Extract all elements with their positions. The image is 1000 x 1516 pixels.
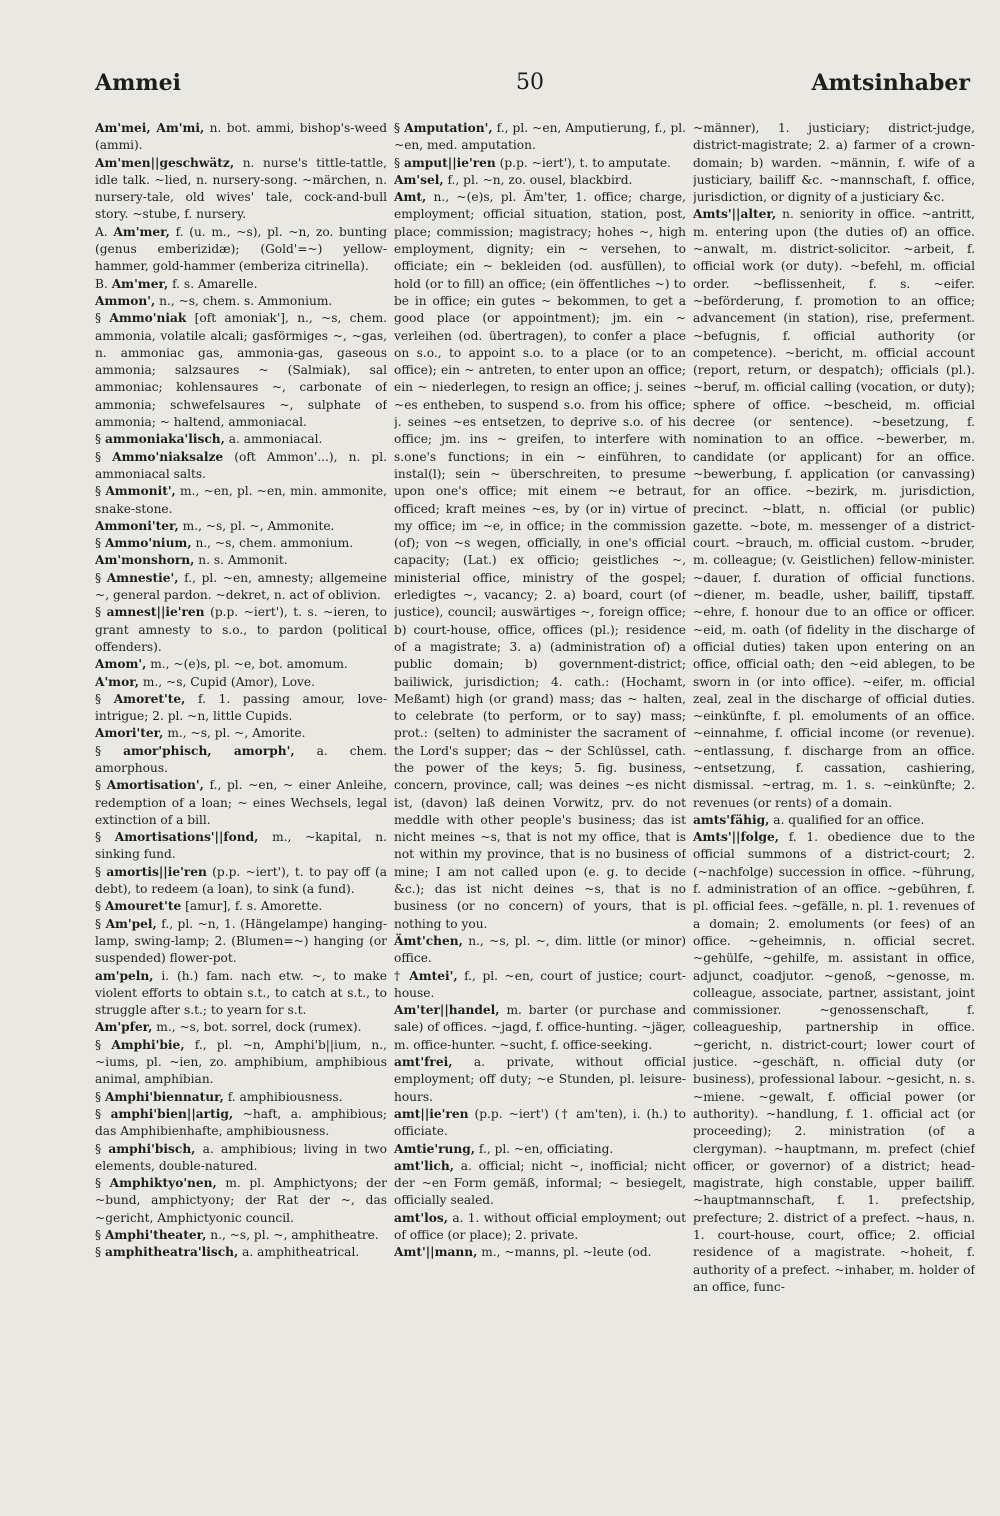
- entry-definition: a. ammoniacal.: [228, 432, 323, 447]
- entry-headword: Am'mer,: [111, 276, 169, 291]
- entry-definition: f., pl. ~n, Amphi'b||ium, n., ~iums, pl. ~ien, zo. amphibium, amphibious animal, amphibian.: [95, 1037, 387, 1087]
- dictionary-entry: [95, 293, 387, 310]
- entry-definition: m., ~s, pl. ~, Amorite.: [167, 726, 306, 741]
- dictionary-entry: [95, 518, 387, 535]
- entry-definition: ~männer), 1. justiciary; district-judge, district-magistrate; 2. a) farmer of a crown-domain; b) warden. ~männin, f. wife of a justiciary, bailiff &c. ~mannschaft, f. office, jurisdiction, or dignity of a justiciary &c.: [693, 121, 975, 205]
- entry-marker: §: [95, 311, 110, 326]
- entry-headword: A'mor,: [95, 674, 139, 689]
- entry-headword: amortis||ie'ren: [106, 864, 207, 879]
- dictionary-entry: [95, 1089, 387, 1106]
- dictionary-entry: [693, 206, 975, 811]
- dictionary-entry: [95, 535, 387, 552]
- dictionary-entry: [394, 120, 686, 155]
- entry-definition: m., ~kapital, n. sinking fund.: [95, 830, 387, 862]
- dictionary-entry: [95, 864, 387, 899]
- dictionary-entry: [95, 1106, 387, 1141]
- entry-definition: a. amphitheatrical.: [242, 1245, 360, 1260]
- entry-definition: n., ~(e)s, pl. Äm'ter, 1. office; charge, employment; official situation, station, post, place; commission; magistracy; hohes ~, high employment, dignity; ein ~ versehen, to officiate; ein ~ bekleiden (od. ausfüllen), to hold (or to fill) an office; (ein öffentliches ~) to be in office; ein gutes ~ bekommen, to get a good place (or appointment); jm. ein ~ verleihen (od. übertragen), to confer a place on s.o., to appoint s.o. to a place (or to an office); ein ~ antreten, to enter upon an office; ein ~ niederlegen, to resign an office; j. seines ~es entheben, to suspend s.o. from his office; j. seines ~es entsetzen, to deprive s.o. of his office; jm. ins ~ greifen, to interfere with s.one's functions; in ein ~ einführen, to instal(l); sein ~ überschreiten, to presume upon one's office; mit einem ~e betraut, officed; kraft meines ~es, by (or in) virtue of my office; im ~e, in office; in the commission (of); von ~s wegen, officially, in one's official capacity; (Lat.) ex officio; geistliches ~, ministerial office, ministry of the gospel; erledigtes ~, vacancy; 2. a) board, court (of justice), council; auswärtiges ~, foreign office; b) court-house, office, offices (pl.); residence of a magistrate; 3. a) (administration of) a public domain; b) government-district; bailiwick, jurisdiction; 4. cath.: (Hochamt, Meßamt) high (or grand) mass; das ~ halten, to celebrate (to perform, or to say) mass; prot.: (selten) to administer the sacrament of the Lord's supper; das ~ der Schlüssel, cath. the power of the keys; 5. fig. business, concern, province, call; was deines ~es nicht ist, (davon) laß deinen Vorwitz, prv. do not meddle with other people's business; das ist nicht meines ~s, that is not my office, that is not within my province, that is no business of mine; I am not called upon (e. g. to decide &c.); das ist nicht deines ~s, that is no business (or no concern) of yours, that is nothing to you.: [394, 190, 686, 931]
- entry-definition: f. amphibiousness.: [227, 1089, 343, 1104]
- dictionary-entry: [95, 968, 387, 1020]
- entry-marker: §: [95, 536, 105, 551]
- dictionary-entry: [95, 725, 387, 742]
- entry-headword: amt||ie'ren: [394, 1106, 469, 1121]
- entry-headword: Amts'||alter,: [693, 207, 777, 222]
- dictionary-entry: [394, 933, 686, 968]
- entry-definition: a. official; nicht ~, inofficial; nicht der ~en Form gemäß, informal; ~ besiegelt, officially sealed.: [394, 1158, 686, 1208]
- entry-headword: am'peln,: [95, 968, 154, 983]
- entry-definition: (p.p. ~iert'), t. s. ~ieren, to grant amnesty to s.o., to pardon (political offenders).: [95, 605, 387, 654]
- entry-headword: Amtie'rung,: [394, 1141, 476, 1156]
- dictionary-entry: [394, 172, 686, 189]
- entry-marker: §: [394, 155, 404, 170]
- entry-definition: (p.p. ~iert'), t. to pay off (a debt), to redeem (a loan), to sink (a fund).: [95, 864, 387, 897]
- entry-headword: Ämt'chen,: [394, 933, 463, 948]
- dictionary-entry: [394, 155, 686, 172]
- dictionary-entry: [394, 1054, 686, 1106]
- entry-definition: f., pl. ~en, Amputierung, f., pl. ~en, med. amputation.: [394, 121, 686, 153]
- entry-definition: f., pl. ~n, 1. (Hängelampe) hanging-lamp, swing-lamp; 2. (Blumen=~) hanging (or suspended) flower-pot.: [95, 916, 387, 966]
- dictionary-entry: [95, 1227, 387, 1244]
- entry-definition: [amur], f. s. Amorette.: [185, 899, 323, 914]
- entry-headword: Ammonit',: [105, 484, 176, 499]
- dictionary-entry: [95, 431, 387, 448]
- column-middle: [394, 120, 686, 1510]
- entry-definition: m., ~s, pl. ~, Ammonite.: [182, 518, 335, 533]
- entry-headword: Am'monshorn,: [95, 553, 195, 568]
- entry-definition: (oft Ammon'...), n. pl. ammoniacal salts.: [95, 449, 387, 481]
- entry-headword: Am'pel,: [105, 916, 157, 931]
- dictionary-entry: [95, 1244, 387, 1261]
- entry-headword: Ammon',: [95, 293, 156, 308]
- entry-headword: Amortisation',: [106, 778, 204, 793]
- entry-headword: ammoniaka'lisch,: [104, 432, 225, 447]
- entry-headword: amphi'bien||artig,: [110, 1106, 234, 1121]
- entry-headword: amt'frei,: [394, 1055, 453, 1070]
- entry-headword: Amt'||mann,: [394, 1245, 478, 1260]
- dictionary-entry: [95, 224, 387, 276]
- entry-headword: amt'los,: [394, 1210, 449, 1225]
- entry-headword: Amortisations'||fond,: [114, 830, 259, 845]
- entry-definition: f., pl. ~n, zo. ousel, blackbird.: [447, 172, 633, 187]
- entry-headword: amphitheatra'lisch,: [104, 1245, 239, 1260]
- entry-headword: Am'men||geschwätz,: [95, 155, 235, 170]
- entry-marker: §: [95, 1245, 105, 1260]
- entry-definition: n. nurse's tittle-tattle, idle talk. ~lied, n. nursery-song. ~märchen, n. nursery-tale, old wives' tale, cock-and-bull story. ~stube, f. nursery.: [95, 155, 387, 222]
- entry-marker: §: [95, 916, 106, 931]
- dictionary-entry: [95, 449, 387, 484]
- entry-marker: §: [95, 1089, 105, 1104]
- entry-definition: f. (u. m., ~s), pl. ~n, zo. bunting (genus emberizidæ); (Gold'=~) yellow-hammer, gold-hammer (emberiza citrinella).: [95, 224, 387, 274]
- entry-headword: Amoret'te,: [113, 691, 186, 706]
- dictionary-entry: [95, 1037, 387, 1089]
- dictionary-entry: [95, 691, 387, 726]
- dictionary-entry: [95, 483, 387, 518]
- entry-definition: f., pl. ~en, amnesty; allgemeine ~, general pardon. ~dekret, n. act of oblivion.: [95, 570, 387, 603]
- dictionary-entry: [394, 189, 686, 933]
- entry-definition: f., pl. ~en, officiating.: [478, 1141, 614, 1156]
- dictionary-entry: [394, 1210, 686, 1245]
- dictionary-entry: [95, 276, 387, 293]
- entry-headword: Ammo'niaksalze: [112, 449, 224, 464]
- entry-headword: Am'pfer,: [95, 1020, 153, 1035]
- entry-headword: Amom',: [95, 657, 147, 672]
- entry-headword: amphi'bisch,: [108, 1141, 196, 1156]
- entry-marker: §: [95, 743, 124, 758]
- entry-marker: A.: [95, 224, 114, 239]
- entry-marker: §: [95, 899, 105, 914]
- entry-definition: (p.p. ~iert'), t. to amputate.: [499, 155, 671, 170]
- dictionary-entry: [95, 604, 387, 656]
- entry-marker: §: [95, 1106, 111, 1121]
- dictionary-entry: [693, 812, 975, 829]
- entry-marker: §: [95, 1037, 112, 1052]
- dictionary-entry: [95, 120, 387, 155]
- entry-definition: a. amphibious; living in two elements, double-natured.: [95, 1141, 387, 1173]
- header-first-word: Ammei: [95, 70, 181, 96]
- dictionary-entry: [95, 916, 387, 968]
- dictionary-entry: [95, 743, 387, 778]
- dictionary-entry: [394, 1002, 686, 1054]
- entry-definition: n., ~s, chem. s. Ammonium.: [159, 293, 333, 308]
- dictionary-entry: [95, 1175, 387, 1227]
- dictionary-entry: [95, 1141, 387, 1176]
- entry-marker: §: [95, 691, 114, 706]
- entry-headword: Am'sel,: [394, 172, 444, 187]
- entry-headword: Amtei',: [409, 968, 458, 983]
- entry-definition: m., ~manns, pl. ~leute (od.: [481, 1245, 652, 1260]
- entry-headword: Amts'||folge,: [693, 830, 779, 845]
- entry-definition: m., ~en, pl. ~en, min. ammonite, snake-stone.: [95, 484, 387, 516]
- entry-definition: a. qualified for an office.: [773, 812, 925, 827]
- entry-definition: f. 1. passing amour, love-intrigue; 2. pl. ~n, little Cupids.: [95, 691, 387, 724]
- dictionary-entry: [394, 968, 686, 1003]
- page-number: 50: [516, 70, 544, 95]
- entry-headword: Amphi'biennatur,: [104, 1089, 224, 1104]
- entry-headword: amt'lich,: [394, 1158, 454, 1173]
- entry-definition: f., pl. ~en, ~ einer Anleihe, redemption of a loan; ~ eines Wechsels, legal extinction of a bill.: [95, 778, 387, 827]
- entry-definition: n. seniority in office. ~antritt, m. entering upon (the duties of) an office. ~anwalt, m. district-solicitor. ~arbeit, f. official work (or duty). ~befehl, m. official order. ~beflissenheit, f. s. ~eifer. ~beförderung, f. promotion to an office; advancement (in station), rise, preferment. ~befugnis, f. official authority (or competence). ~bericht, m. official account (report, return, or despatch); officials (pl.). ~beruf, m. official calling (vocation, or duty); sphere of office. ~bescheid, m. official decree (or sentence). ~besetzung, f. nomination to an office. ~bewerber, m. candidate (or applicant) for an office. ~bewerbung, f. application (or canvassing) for an office. ~bezirk, m. jurisdiction, precinct. ~blatt, n. official (or public) gazette. ~bote, m. messenger of a district-court. ~brauch, m. official custom. ~bruder, m. colleague; (v. Geistlichen) fellow-minister. ~dauer, f. duration of official functions. ~diener, m. beadle, usher, bailiff, tipstaff. ~ehre, f. honour due to an office or officer. ~eid, m. oath (of fidelity in the discharge of official duties) taken upon entering on an office, official oath; den ~eid ablegen, to be sworn in (or into office). ~eifer, m. official zeal, zeal in the discharge of official duties. ~einkünfte, f. pl. emoluments of an office. ~einnahme, f. official income (or revenue). ~entlassung, f. discharge from an office. ~entsetzung, f. cassation, cashiering, dismissal. ~ertrag, m. 1. s. ~einkünfte; 2. revenues (or rents) of a domain.: [693, 207, 975, 810]
- entry-headword: Amt,: [394, 190, 427, 205]
- entry-headword: Ammo'niak: [109, 311, 187, 326]
- dictionary-entry: [95, 898, 387, 915]
- entry-definition: ~haft, a. amphibious; das Amphibienhafte, amphibiousness.: [95, 1106, 387, 1139]
- entry-headword: Amouret'te: [104, 899, 182, 914]
- dictionary-entry: [95, 1019, 387, 1036]
- column-right: [693, 120, 975, 1510]
- entry-marker: §: [95, 484, 106, 499]
- dictionary-entry: [95, 777, 387, 829]
- entry-headword: Amputation',: [404, 121, 493, 135]
- dictionary-entry: [95, 656, 387, 673]
- entry-headword: amnest||ie'ren: [106, 605, 205, 620]
- entry-headword: Amphi'theater,: [104, 1228, 207, 1242]
- entry-marker: §: [95, 864, 107, 879]
- dictionary-entry: [394, 1244, 686, 1261]
- entry-marker: §: [394, 121, 405, 135]
- dictionary-entry: [95, 552, 387, 569]
- entry-headword: Amori'ter,: [95, 726, 164, 741]
- entry-headword: amput||ie'ren: [403, 155, 496, 170]
- entry-headword: Ammo'nium,: [104, 536, 192, 551]
- entry-marker: §: [95, 432, 105, 447]
- entry-definition: a. 1. without official employment; out of office (or place); 2. private.: [394, 1210, 686, 1242]
- dictionary-entry: [95, 310, 387, 431]
- entry-headword: Ammoni'ter,: [95, 518, 179, 533]
- dictionary-entry: [95, 829, 387, 864]
- entry-definition: n. bot. ammi, bishop's-weed (ammi).: [95, 121, 387, 153]
- entry-marker: §: [95, 778, 107, 793]
- entry-marker: B.: [95, 276, 112, 291]
- header-last-word: Amtsinhaber: [811, 70, 970, 96]
- entry-marker: §: [95, 1176, 110, 1191]
- entry-definition: n., ~s, chem. ammonium.: [195, 536, 354, 551]
- entry-definition: f., pl. ~en, court of justice; court-house.: [394, 968, 686, 1000]
- entry-definition: [oft amoniak'], n., ~s, chem. ammonia, volatile alcali; gasförmiges ~, ~gas, n. ammoniac gas, ammonia-gas, gaseous ammonia; salzsaures ~ (Salmiak), sal ammoniac; kohlensaures ~, carbonate of ammonia; schwefelsaures ~, sulphate of ammonia; ~ haltend, ammoniacal.: [95, 311, 387, 430]
- entry-marker: §: [95, 449, 113, 464]
- entry-definition: m., ~s, bot. sorrel, dock (rumex).: [156, 1020, 362, 1035]
- running-head: [0, 70, 1000, 100]
- entry-definition: (p.p. ~iert') († am'ten), i. (h.) to officiate.: [394, 1106, 686, 1139]
- entry-marker: §: [95, 570, 107, 585]
- entry-definition: n., ~s, pl. ~, amphitheatre.: [210, 1228, 379, 1242]
- text-columns: [95, 120, 975, 1510]
- entry-definition: a. private, without official employment; off duty; ~e Stunden, pl. leisure-hours.: [394, 1055, 686, 1104]
- entry-headword: Amphi'bie,: [111, 1037, 185, 1052]
- entry-marker: †: [394, 968, 410, 983]
- entry-definition: f. s. Amarelle.: [172, 276, 258, 291]
- dictionary-entry: [95, 155, 387, 224]
- dictionary-entry: [394, 1158, 686, 1210]
- entry-headword: Am'ter||handel,: [394, 1003, 500, 1018]
- entry-marker: §: [95, 830, 115, 845]
- entry-definition: m., ~(e)s, pl. ~e, bot. amomum.: [150, 657, 348, 672]
- entry-headword: Am'mei, Am'mi,: [95, 121, 205, 135]
- entry-marker: §: [95, 605, 107, 620]
- entry-definition: a. chem. amorphous.: [95, 743, 387, 775]
- entry-definition: n., ~s, pl. ~, dim. little (or minor) office.: [394, 933, 686, 966]
- entry-definition: n. s. Ammonit.: [198, 553, 288, 568]
- dictionary-entry: [394, 1106, 686, 1141]
- entry-headword: amor'phisch, amorph',: [123, 743, 295, 758]
- entry-marker: §: [95, 1228, 105, 1242]
- entry-headword: Amphiktyo'nen,: [109, 1176, 217, 1191]
- dictionary-entry: [394, 1141, 686, 1158]
- entry-definition: m. pl. Amphictyons; der ~bund, amphictyony; der Rat der ~, das ~gericht, Amphictyonic council.: [95, 1176, 387, 1225]
- entry-headword: Amnestie',: [106, 570, 179, 585]
- column-left: [95, 120, 387, 1510]
- entry-definition: m. barter (or purchase and sale) of offices. ~jagd, f. office-hunting. ~jäger, m. office-hunter. ~sucht, f. office-seeking.: [394, 1003, 686, 1052]
- entry-marker: §: [95, 1141, 109, 1156]
- entry-headword: amts'fähig,: [693, 812, 770, 827]
- entry-headword: Am'mer,: [113, 224, 170, 239]
- entry-definition: m., ~s, Cupid (Amor), Love.: [142, 674, 315, 689]
- dictionary-entry: [95, 674, 387, 691]
- entry-definition: i. (h.) fam. nach etw. ~, to make violent efforts to obtain s.t., to catch at s.t., to struggle after s.t.; to yearn for s.t.: [95, 968, 387, 1018]
- dictionary-entry: [693, 120, 975, 206]
- dictionary-entry: [95, 570, 387, 605]
- entry-definition: f. 1. obedience due to the official summons of a district-court; 2. (~nachfolge) succession in office. ~führung, f. administration of an office. ~gebühren, f. pl. official fees. ~gefälle, n. pl. 1. revenues of a domain; 2. emoluments (or fees) of an office. ~geheimnis, n. official secret. ~gehülfe, ~gehilfe, m. assistant in office, adjunct, coadjutor. ~genoß, ~genosse, m. colleague, associate, partner, assistant, joint commissioner. ~genossenschaft, f. colleagueship, partnership in office. ~gericht, n. district-court; lower court of justice. ~geschäft, n. official duty (or business), professional labour. ~gesicht, n. s. ~miene. ~gewalt, f. official power (or authority). ~handlung, f. 1. official act (or proceeding); 2. ministration (of a clergyman). ~hauptmann, m. prefect (chief officer, or governor) of a district; head-magistrate, high constable, upper bailiff. ~hauptmannschaft, f. 1. prefectship, prefecture; 2. district of a prefect. ~haus, n. 1. court-house, court, office; 2. official residence of a magistrate. ~hoheit, f. authority of a prefect. ~inhaber, m. holder of an office, func-: [693, 830, 975, 1294]
- dictionary-entry: [693, 829, 975, 1296]
